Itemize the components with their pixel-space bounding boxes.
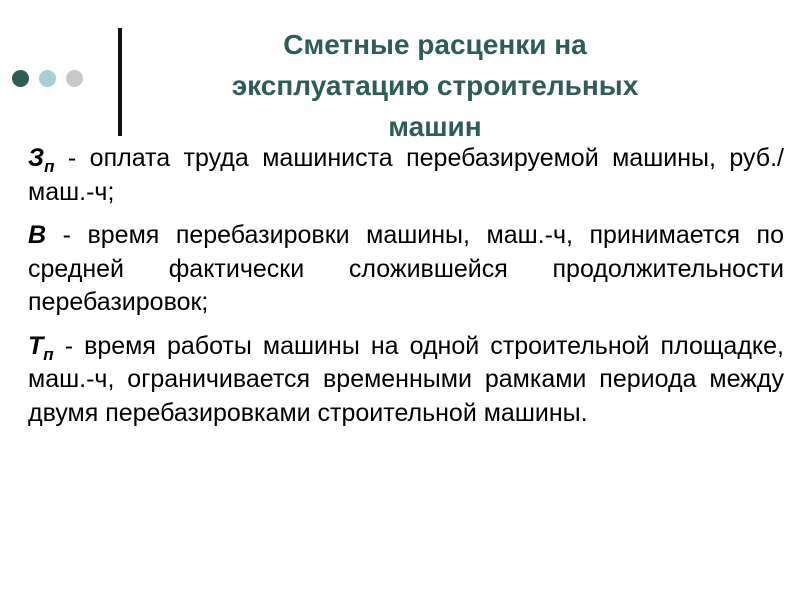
decorative-dots: [12, 70, 83, 87]
dot-light-teal: [39, 70, 56, 87]
definition-v: [28, 219, 784, 320]
dot-gray: [66, 70, 83, 87]
title-line-2: эксплуатацию строительных: [231, 70, 639, 101]
definition-symbol: [28, 144, 55, 176]
symbol-letter: В: [28, 221, 47, 249]
symbol-subscript: п: [44, 157, 55, 176]
definition-symbol: [28, 221, 46, 249]
title-line-3: машин: [388, 111, 482, 142]
symbol-letter: З: [28, 144, 45, 172]
symbol-letter: Т: [28, 331, 44, 360]
vertical-divider: [118, 28, 122, 136]
title-line-1: Сметные расценки на: [283, 29, 587, 60]
dot-dark: [12, 70, 29, 87]
definition-symbol: [28, 331, 54, 364]
slide-title: [150, 24, 720, 147]
definition-text: - время работы машины на одной строительной площадке, маш.-ч, ограничивается временными рамками периода между двумя перебазировками строительной машины.: [28, 331, 784, 427]
definition-zp: [28, 142, 784, 209]
symbol-subscript: п: [43, 344, 54, 364]
definition-text: - время перебазировки машины, маш.-ч, принимается по средней фактически сложившейся продолжительности перебазировок;: [28, 221, 784, 316]
definition-text: - оплата труда машиниста перебазируемой машины, руб./маш.-ч;: [28, 144, 784, 206]
definition-tp: [28, 330, 784, 431]
definitions-body: [28, 142, 784, 440]
